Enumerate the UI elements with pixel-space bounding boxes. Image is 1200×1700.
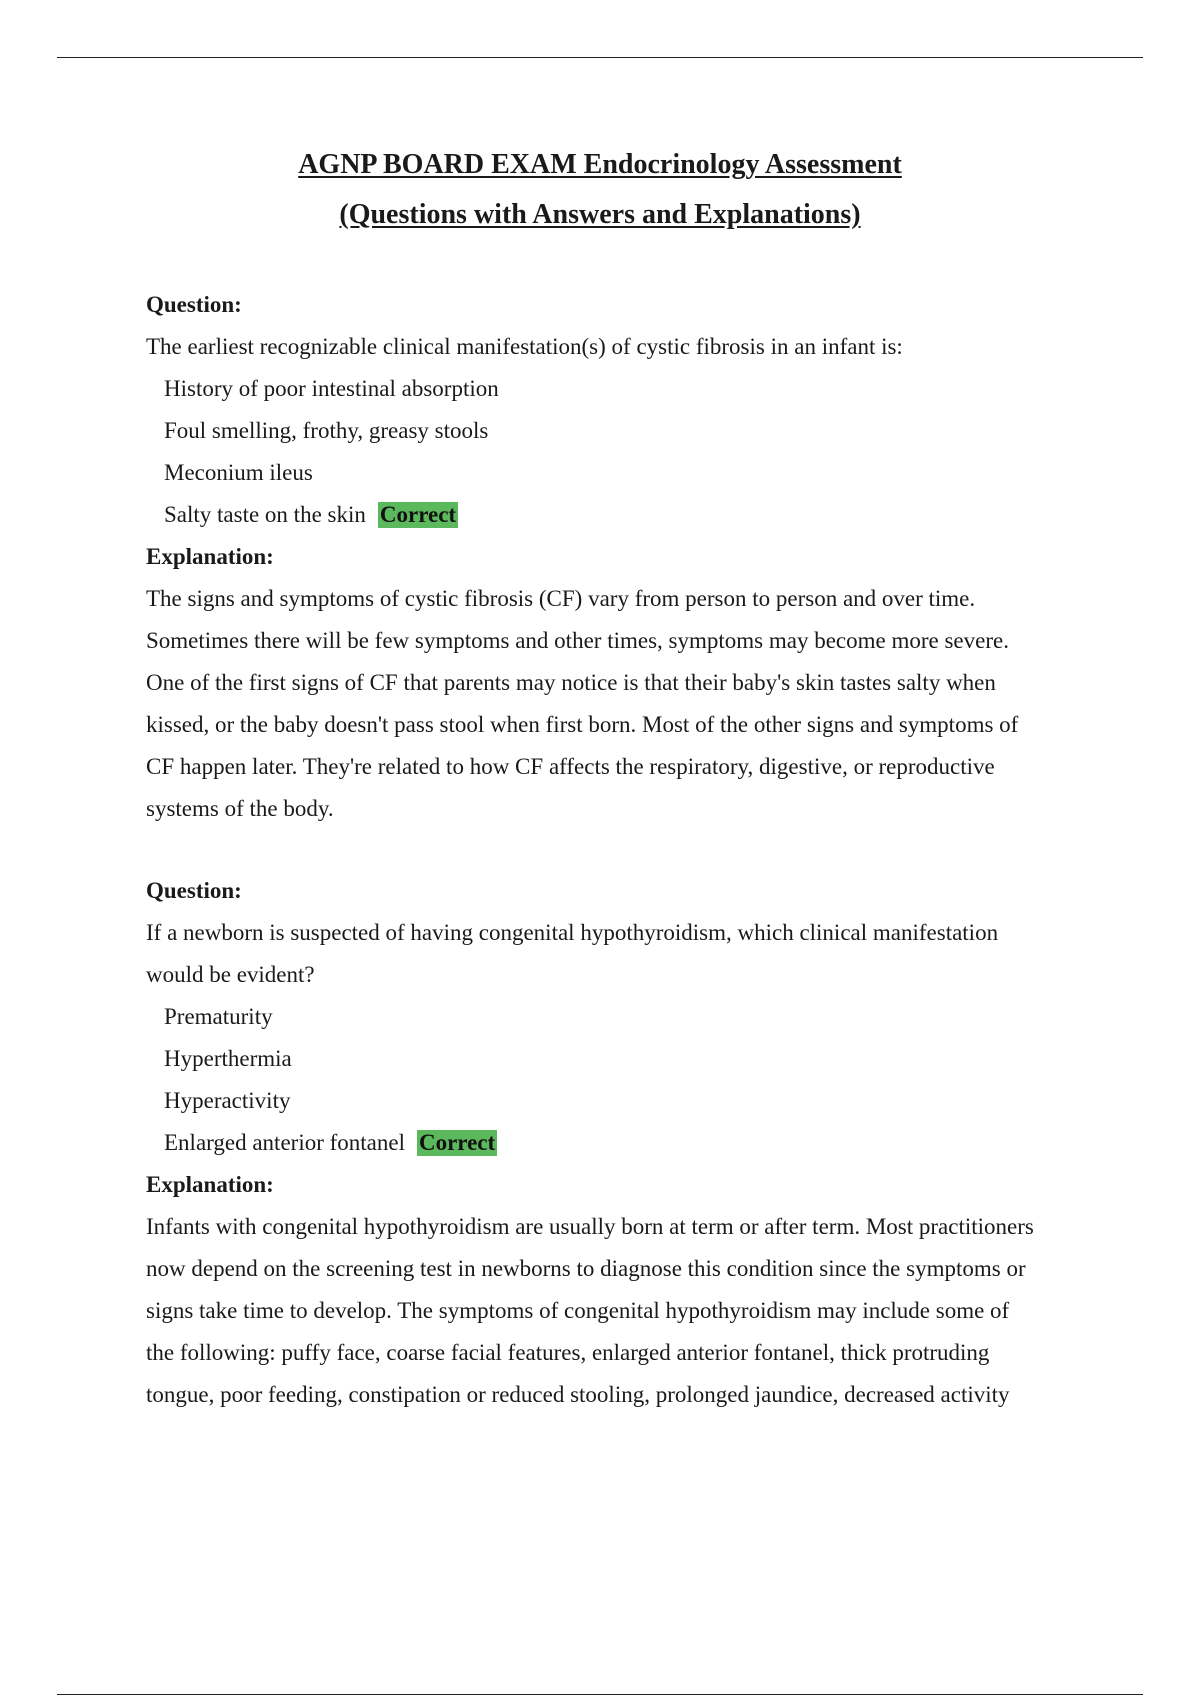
answer-option-text: Enlarged anterior fontanel bbox=[164, 1130, 405, 1155]
question-text: If a newborn is suspected of having congenital hypothyroidism, which clinical manifestation bbox=[146, 920, 999, 945]
answer-option-text: Hyperthermia bbox=[164, 1046, 292, 1071]
question-text: would be evident? bbox=[146, 962, 315, 987]
explanation-line: Infants with congenital hypothyroidism are usually born at term or after term. Most practitioners bbox=[146, 1214, 1034, 1239]
document-title bbox=[0, 140, 1200, 240]
title-line-1: AGNP BOARD EXAM Endocrinology Assessment bbox=[298, 149, 902, 180]
question-block-2 bbox=[146, 870, 1106, 1416]
answer-option-text: Foul smelling, frothy, greasy stools bbox=[164, 418, 489, 443]
answer-option bbox=[146, 996, 1106, 1038]
question-text: The earliest recognizable clinical manifestation(s) of cystic fibrosis in an infant is: bbox=[146, 334, 903, 359]
correct-badge: Correct bbox=[418, 1130, 496, 1155]
explanation-label: Explanation: bbox=[146, 1172, 274, 1197]
explanation-line: kissed, or the baby doesn't pass stool when first born. Most of the other signs and symptoms of bbox=[146, 712, 1019, 737]
explanation-line: the following: puffy face, coarse facial features, enlarged anterior fontanel, thick protruding bbox=[146, 1340, 990, 1365]
explanation-label: Explanation: bbox=[146, 544, 274, 569]
document-body bbox=[146, 284, 1106, 1416]
answer-option-text: History of poor intestinal absorption bbox=[164, 376, 499, 401]
answer-option-text: Meconium ileus bbox=[164, 460, 313, 485]
answer-option bbox=[146, 1080, 1106, 1122]
explanation-line: The signs and symptoms of cystic fibrosis (CF) vary from person to person and over time. bbox=[146, 586, 976, 611]
explanation-line: tongue, poor feeding, constipation or reduced stooling, prolonged jaundice, decreased activity bbox=[146, 1382, 1010, 1407]
bottom-rule bbox=[57, 1694, 1143, 1695]
answer-option-text: Prematurity bbox=[164, 1004, 273, 1029]
top-rule bbox=[57, 57, 1143, 58]
answer-option bbox=[146, 452, 1106, 494]
section-gap bbox=[146, 830, 1106, 870]
answer-option bbox=[146, 1038, 1106, 1080]
explanation-line: CF happen later. They're related to how CF affects the respiratory, digestive, or reproductive bbox=[146, 754, 995, 779]
explanation-line: Sometimes there will be few symptoms and other times, symptoms may become more severe. bbox=[146, 628, 1009, 653]
answer-option-text: Hyperactivity bbox=[164, 1088, 291, 1113]
answer-option-text: Salty taste on the skin bbox=[164, 502, 366, 527]
explanation-line: now depend on the screening test in newborns to diagnose this condition since the symptoms or bbox=[146, 1256, 1026, 1281]
explanation-line: systems of the body. bbox=[146, 796, 334, 821]
question-block-1 bbox=[146, 284, 1106, 830]
explanation-line: signs take time to develop. The symptoms of congenital hypothyroidism may include some of bbox=[146, 1298, 1010, 1323]
question-label: Question: bbox=[146, 292, 242, 317]
correct-badge: Correct bbox=[379, 502, 457, 527]
question-label: Question: bbox=[146, 878, 242, 903]
title-line-2: (Questions with Answers and Explanations) bbox=[339, 199, 861, 230]
answer-option bbox=[146, 368, 1106, 410]
answer-option-correct bbox=[146, 1122, 1106, 1164]
answer-option bbox=[146, 410, 1106, 452]
explanation-line: One of the first signs of CF that parents may notice is that their baby's skin tastes salty when bbox=[146, 670, 996, 695]
answer-option-correct bbox=[146, 494, 1106, 536]
